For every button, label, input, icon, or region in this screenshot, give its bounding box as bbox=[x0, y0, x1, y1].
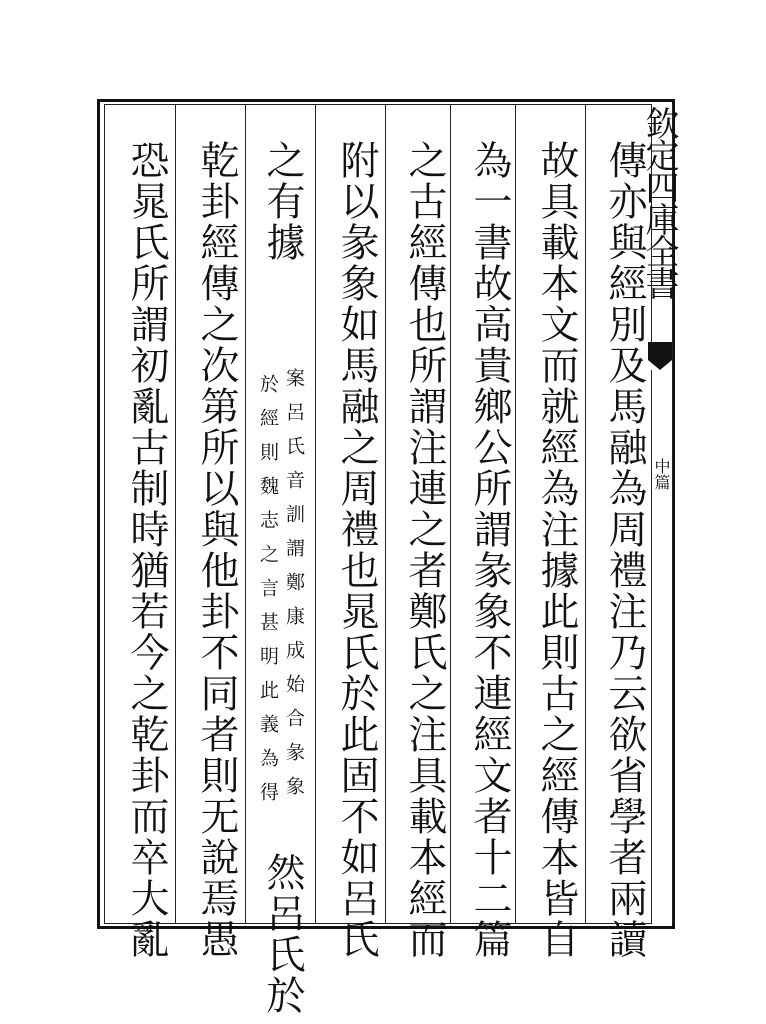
column-text: 傳亦與經別及馬融為周禮注乃云欲省學者兩讀 bbox=[602, 140, 647, 960]
column-rule bbox=[385, 104, 386, 924]
text-column-1 bbox=[590, 104, 648, 960]
margin-section-label: 中篇 bbox=[652, 458, 671, 490]
text-column-2 bbox=[522, 104, 580, 960]
text-column-3 bbox=[455, 104, 513, 960]
column-text-before-note: 之有據 bbox=[260, 140, 305, 263]
text-column-6 bbox=[250, 104, 312, 1016]
text-column-5 bbox=[322, 104, 380, 960]
column-rule bbox=[315, 104, 316, 924]
text-column-4 bbox=[390, 104, 448, 960]
column-rule bbox=[245, 104, 246, 924]
column-text: 附以彖象如馬融之周禮也晁氏於此固不如呂氏 bbox=[334, 140, 379, 960]
column-rule bbox=[585, 104, 586, 924]
text-column-7 bbox=[182, 104, 240, 960]
column-text: 之古經傳也所謂注連之者鄭氏之注具載本經而 bbox=[402, 140, 447, 960]
column-rule bbox=[450, 104, 451, 924]
column-text: 故具載本文而就經為注據此則古之經傳本皆自 bbox=[534, 140, 579, 960]
column-text: 乾卦經傳之次第所以與他卦不同者則无說焉愚 bbox=[194, 140, 239, 960]
column-rule bbox=[515, 104, 516, 924]
column-rule bbox=[175, 104, 176, 924]
column-text: 為一書故高貴鄉公所謂彖象不連經文者十二篇 bbox=[467, 140, 512, 960]
column-text-after-note: 然呂氏於 bbox=[260, 852, 305, 1016]
interlinear-note-right: 案呂氏音訓謂鄭康成始合彖象 bbox=[283, 368, 305, 810]
fish-tail-mark bbox=[648, 342, 672, 370]
interlinear-note-left: 於經則魏志之言甚明此義為得 bbox=[257, 374, 279, 816]
column-text: 恐晁氏所謂初亂古制時猶若今之乾卦而卒大亂 bbox=[124, 140, 169, 960]
text-column-8 bbox=[112, 104, 170, 960]
margin-book-title: 欽定四庫全書 bbox=[639, 106, 679, 298]
